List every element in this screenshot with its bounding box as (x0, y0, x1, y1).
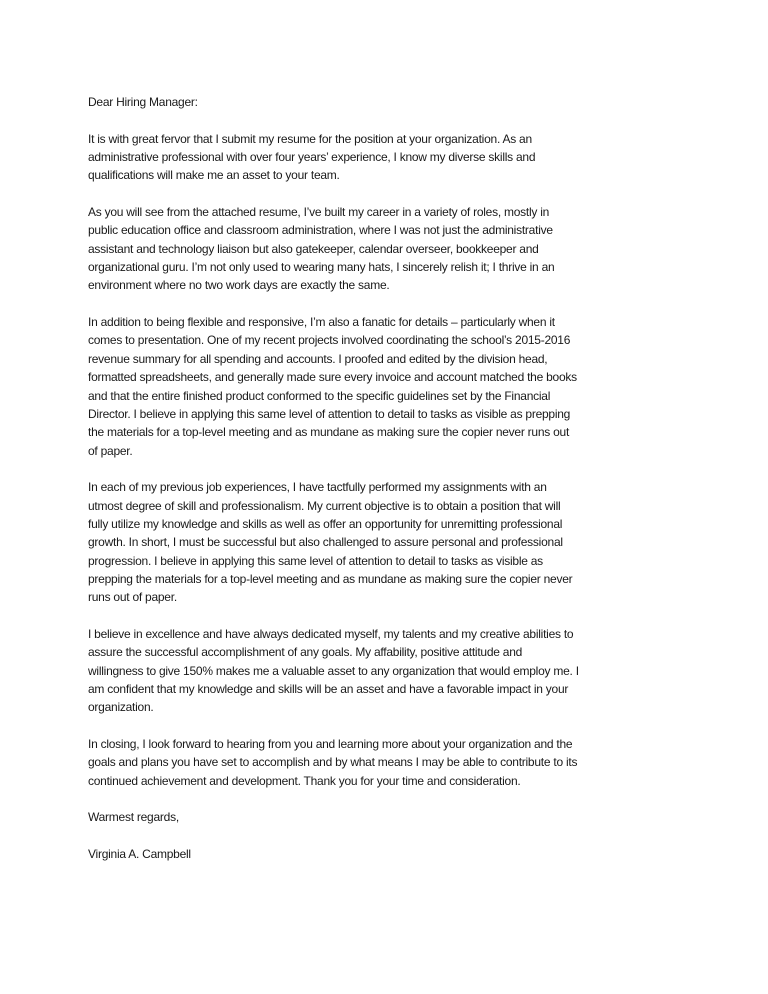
paragraph (88, 478, 708, 606)
paragraph-line: runs out of paper. (88, 590, 177, 605)
salutation-text: Dear Hiring Manager: (88, 95, 198, 109)
paragraph-line: In addition to being flexible and responsive, I’m also a fanatic for details – particularly when it (88, 315, 555, 330)
paragraph-line: assistant and technology liaison but also gatekeeper, calendar overseer, bookkeeper and (88, 241, 539, 256)
closing-text: Warmest regards, (88, 810, 179, 825)
paragraph-line: utmost degree of skill and professionalism. My current objective is to obtain a position that will (88, 498, 561, 513)
paragraph-line: revenue summary for all spending and accounts. I proofed and edited by the division head, (88, 351, 548, 366)
paragraph (88, 203, 708, 295)
paragraph-line: willingness to give 150% makes me a valuable asset to any organization that would employ me. I (88, 663, 579, 678)
paragraph-line: progression. I believe in applying this same level of attention to detail to tasks as visible as (88, 553, 543, 568)
paragraph-line: formatted spreadsheets, and generally made sure every invoice and account matched the books (88, 370, 577, 385)
paragraph-line: fully utilize my knowledge and skills as well as offer an opportunity for unremitting professional (88, 516, 563, 531)
paragraph-line: organization. (88, 700, 154, 715)
paragraph-line: qualifications will make me an asset to your team. (88, 168, 340, 183)
signature-text: Virginia A. Campbell (88, 847, 191, 862)
paragraph-line: continued achievement and development. Thank you for your time and consideration. (88, 773, 521, 788)
closing (88, 808, 708, 826)
paragraph-line: prepping the materials for a top-level meeting and as mundane as making sure the copier never (88, 571, 573, 586)
paragraph-line: public education office and classroom administration, where I was not just the administrative (88, 223, 553, 238)
paragraph-line: I believe in excellence and have always dedicated myself, my talents and my creative abilities to (88, 626, 574, 641)
paragraph-line: In closing, I look forward to hearing from you and learning more about your organization and the (88, 737, 573, 752)
paragraph (88, 313, 708, 460)
letter-body (88, 130, 708, 790)
paragraph-line: comes to presentation. One of my recent projects involved coordinating the school’s 2015-2016 (88, 333, 571, 348)
paragraph-line: am confident that my knowledge and skills will be an asset and have a favorable impact in your (88, 682, 569, 696)
paragraph-line: As you will see from the attached resume, I’ve built my career in a variety of roles, mostly in (88, 205, 550, 220)
paragraph-line: assure the successful accomplishment of any goals. My affability, positive attitude and (88, 645, 523, 660)
signature (88, 845, 708, 863)
paragraph-line: growth. In short, I must be successful but also challenged to assure personal and professional (88, 535, 563, 550)
paragraph-line: and that the entire finished product conformed to the specific guidelines set by the Financial (88, 388, 551, 403)
paragraph-line: environment where no two work days are exactly the same. (88, 278, 390, 293)
paragraph-line: the materials for a top-level meeting and as mundane as making sure the copier never runs out (88, 425, 570, 440)
paragraph-line: of paper. (88, 443, 133, 458)
paragraph-line: Director. I believe in applying this same level of attention to detail to tasks as visible as prepping (88, 406, 571, 421)
paragraph (88, 625, 708, 717)
paragraph (88, 130, 708, 185)
cover-letter (88, 93, 708, 882)
paragraph-line: organizational guru. I’m not only used to wearing many hats, I sincerely relish it; I thrive in an (88, 260, 555, 275)
paragraph-line: administrative professional with over four years’ experience, I know my diverse skills and (88, 150, 536, 165)
paragraph-line: goals and plans you have set to accomplish and by what means I may be able to contribute to its (88, 755, 578, 770)
paragraph-line: In each of my previous job experiences, I have tactfully performed my assignments with an (88, 480, 547, 495)
paragraph (88, 735, 708, 790)
paragraph-line: It is with great fervor that I submit my resume for the position at your organization. As an (88, 131, 532, 146)
salutation (88, 93, 708, 111)
